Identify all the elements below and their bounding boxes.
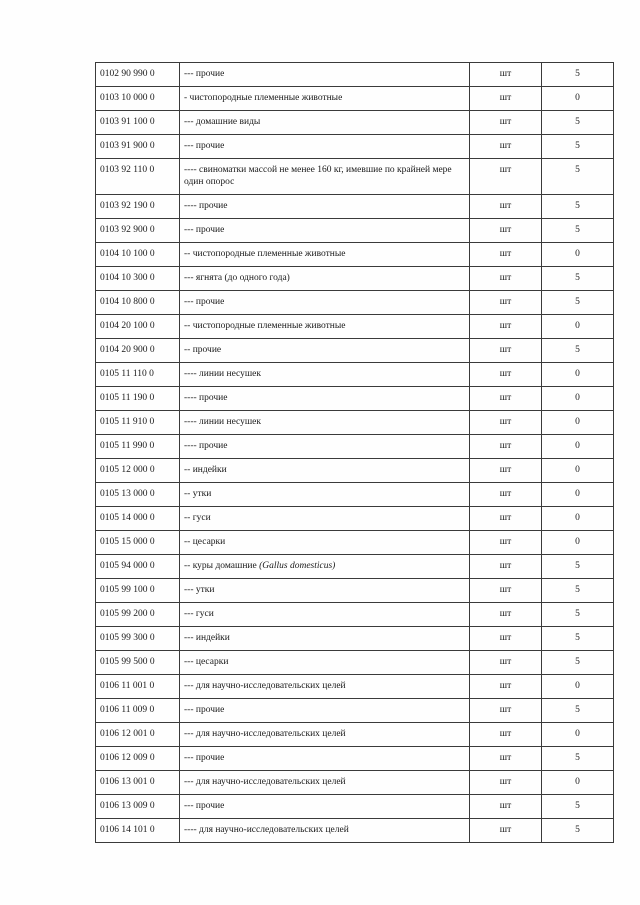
row-unit: шт	[470, 195, 542, 219]
row-description-text: --- гуси	[184, 609, 214, 619]
row-value: 0	[542, 723, 614, 747]
row-code: 0103 91 900 0	[96, 135, 180, 159]
table-row	[96, 159, 614, 195]
row-value: 0	[542, 507, 614, 531]
row-value: 0	[542, 87, 614, 111]
table-row	[96, 747, 614, 771]
row-description	[180, 771, 470, 795]
row-value: 5	[542, 291, 614, 315]
row-value: 0	[542, 243, 614, 267]
row-code: 0105 12 000 0	[96, 459, 180, 483]
row-unit: шт	[470, 387, 542, 411]
table-row	[96, 291, 614, 315]
table-row	[96, 651, 614, 675]
row-unit: шт	[470, 651, 542, 675]
table-row	[96, 411, 614, 435]
row-description	[180, 675, 470, 699]
row-description-text: -- прочие	[184, 345, 222, 355]
row-unit: шт	[470, 747, 542, 771]
table-row	[96, 87, 614, 111]
row-description	[180, 387, 470, 411]
row-value: 5	[542, 219, 614, 243]
row-description-text: -- куры домашние	[184, 561, 257, 571]
table-row	[96, 723, 614, 747]
table-row	[96, 363, 614, 387]
row-description	[180, 627, 470, 651]
row-value: 0	[542, 435, 614, 459]
row-unit: шт	[470, 795, 542, 819]
row-unit: шт	[470, 63, 542, 87]
row-code: 0106 14 101 0	[96, 819, 180, 843]
row-description-text: ---- для научно-исследовательских целей	[184, 825, 349, 835]
row-description-text: --- прочие	[184, 225, 225, 235]
row-code: 0104 10 800 0	[96, 291, 180, 315]
row-unit: шт	[470, 159, 542, 195]
row-code: 0105 99 500 0	[96, 651, 180, 675]
row-code: 0105 99 100 0	[96, 579, 180, 603]
row-description-text: --- ягнята (до одного года)	[184, 273, 290, 283]
table-row	[96, 339, 614, 363]
row-value: 5	[542, 267, 614, 291]
row-value: 0	[542, 411, 614, 435]
row-description	[180, 159, 470, 195]
table-row	[96, 819, 614, 843]
row-unit: шт	[470, 111, 542, 135]
row-description	[180, 87, 470, 111]
row-unit: шт	[470, 363, 542, 387]
table-row	[96, 555, 614, 579]
row-description-text: --- прочие	[184, 297, 225, 307]
row-unit: шт	[470, 507, 542, 531]
row-code: 0105 15 000 0	[96, 531, 180, 555]
row-value: 5	[542, 627, 614, 651]
row-unit: шт	[470, 219, 542, 243]
row-unit: шт	[470, 699, 542, 723]
row-code: 0106 13 009 0	[96, 795, 180, 819]
row-code: 0103 92 900 0	[96, 219, 180, 243]
row-description	[180, 579, 470, 603]
row-description-text: ---- свиноматки массой не менее 160 кг, имевшие по крайней мере один опорос	[184, 165, 452, 187]
row-unit: шт	[470, 459, 542, 483]
row-unit: шт	[470, 243, 542, 267]
row-unit: шт	[470, 315, 542, 339]
row-value: 0	[542, 459, 614, 483]
row-unit: шт	[470, 627, 542, 651]
row-code: 0102 90 990 0	[96, 63, 180, 87]
row-description-text: -- чистопородные племенные животные	[184, 321, 346, 331]
row-description-text: -- утки	[184, 489, 212, 499]
row-description-text: --- прочие	[184, 753, 225, 763]
row-code: 0104 10 300 0	[96, 267, 180, 291]
row-code: 0105 11 190 0	[96, 387, 180, 411]
row-value: 5	[542, 819, 614, 843]
row-code: 0104 20 100 0	[96, 315, 180, 339]
row-description	[180, 603, 470, 627]
table-row	[96, 243, 614, 267]
row-description-text: --- домашние виды	[184, 117, 261, 127]
table-row	[96, 219, 614, 243]
row-code: 0104 20 900 0	[96, 339, 180, 363]
row-description	[180, 219, 470, 243]
row-value: 5	[542, 159, 614, 195]
row-description-text: ---- прочие	[184, 393, 228, 403]
table-row	[96, 135, 614, 159]
row-code: 0106 12 009 0	[96, 747, 180, 771]
row-code: 0103 92 110 0	[96, 159, 180, 195]
row-code: 0106 13 001 0	[96, 771, 180, 795]
row-description	[180, 339, 470, 363]
tariff-table	[95, 62, 614, 843]
row-description	[180, 63, 470, 87]
tariff-table-body	[96, 63, 614, 843]
row-value: 5	[542, 795, 614, 819]
row-value: 0	[542, 315, 614, 339]
table-row	[96, 111, 614, 135]
row-description	[180, 651, 470, 675]
row-value: 5	[542, 579, 614, 603]
row-code: 0105 99 200 0	[96, 603, 180, 627]
row-unit: шт	[470, 87, 542, 111]
row-code: 0103 92 190 0	[96, 195, 180, 219]
row-description	[180, 411, 470, 435]
row-value: 5	[542, 699, 614, 723]
row-description	[180, 291, 470, 315]
row-value: 0	[542, 675, 614, 699]
row-description	[180, 747, 470, 771]
row-unit: шт	[470, 339, 542, 363]
row-code: 0105 99 300 0	[96, 627, 180, 651]
row-description-text: -- цесарки	[184, 537, 226, 547]
row-value: 0	[542, 771, 614, 795]
row-unit: шт	[470, 675, 542, 699]
table-row	[96, 531, 614, 555]
row-description	[180, 483, 470, 507]
row-description	[180, 723, 470, 747]
row-code: 0105 11 110 0	[96, 363, 180, 387]
row-value: 0	[542, 483, 614, 507]
row-description-text: ---- прочие	[184, 441, 228, 451]
table-row	[96, 771, 614, 795]
row-description-text: --- прочие	[184, 69, 225, 79]
table-row	[96, 435, 614, 459]
row-value: 5	[542, 555, 614, 579]
row-description-text: - чистопородные племенные животные	[184, 93, 343, 103]
row-description-text: --- прочие	[184, 801, 225, 811]
row-description-text: --- утки	[184, 585, 215, 595]
row-description	[180, 435, 470, 459]
table-row	[96, 267, 614, 291]
row-code: 0104 10 100 0	[96, 243, 180, 267]
row-value: 5	[542, 339, 614, 363]
row-description	[180, 135, 470, 159]
row-description-text: --- для научно-исследовательских целей	[184, 681, 346, 691]
row-description-text: --- индейки	[184, 633, 230, 643]
row-value: 0	[542, 531, 614, 555]
table-row	[96, 459, 614, 483]
row-description	[180, 267, 470, 291]
row-description	[180, 459, 470, 483]
row-value: 5	[542, 603, 614, 627]
table-row	[96, 195, 614, 219]
row-unit: шт	[470, 771, 542, 795]
row-value: 5	[542, 135, 614, 159]
row-code: 0103 10 000 0	[96, 87, 180, 111]
row-unit: шт	[470, 135, 542, 159]
table-row	[96, 387, 614, 411]
table-row	[96, 507, 614, 531]
row-value: 5	[542, 195, 614, 219]
row-description	[180, 555, 470, 579]
row-description-text: --- прочие	[184, 705, 225, 715]
row-unit: шт	[470, 579, 542, 603]
row-code: 0106 11 001 0	[96, 675, 180, 699]
row-unit: шт	[470, 603, 542, 627]
row-unit: шт	[470, 411, 542, 435]
table-row	[96, 315, 614, 339]
row-description-text: ---- линии несушек	[184, 417, 262, 427]
row-value: 0	[542, 363, 614, 387]
row-description	[180, 795, 470, 819]
row-description-text: --- для научно-исследовательских целей	[184, 777, 346, 787]
row-code: 0105 11 910 0	[96, 411, 180, 435]
row-description-text: ---- линии несушек	[184, 369, 262, 379]
row-code: 0106 11 009 0	[96, 699, 180, 723]
row-unit: шт	[470, 819, 542, 843]
row-code: 0105 14 000 0	[96, 507, 180, 531]
row-value: 0	[542, 387, 614, 411]
row-description-text: -- чистопородные племенные животные	[184, 249, 346, 259]
row-description-text: --- прочие	[184, 141, 225, 151]
row-value: 5	[542, 747, 614, 771]
table-row	[96, 795, 614, 819]
row-code: 0105 94 000 0	[96, 555, 180, 579]
row-value: 5	[542, 63, 614, 87]
row-value: 5	[542, 111, 614, 135]
row-unit: шт	[470, 483, 542, 507]
row-code: 0106 12 001 0	[96, 723, 180, 747]
row-code: 0105 11 990 0	[96, 435, 180, 459]
row-code: 0103 91 100 0	[96, 111, 180, 135]
table-row	[96, 483, 614, 507]
row-description-text: -- гуси	[184, 513, 211, 523]
row-description-text: --- для научно-исследовательских целей	[184, 729, 346, 739]
row-description	[180, 195, 470, 219]
row-description-text: ---- прочие	[184, 201, 228, 211]
table-row	[96, 603, 614, 627]
row-unit: шт	[470, 555, 542, 579]
table-row	[96, 675, 614, 699]
row-description-latin-name: (Gallus domesticus)	[259, 561, 336, 571]
table-row	[96, 579, 614, 603]
row-description-text: -- индейки	[184, 465, 227, 475]
row-description	[180, 315, 470, 339]
row-description	[180, 531, 470, 555]
row-unit: шт	[470, 267, 542, 291]
row-description	[180, 699, 470, 723]
row-unit: шт	[470, 723, 542, 747]
row-description	[180, 507, 470, 531]
row-description	[180, 363, 470, 387]
row-description	[180, 243, 470, 267]
row-unit: шт	[470, 435, 542, 459]
row-unit: шт	[470, 531, 542, 555]
row-code: 0105 13 000 0	[96, 483, 180, 507]
table-row	[96, 63, 614, 87]
table-row	[96, 627, 614, 651]
row-description-text: --- цесарки	[184, 657, 229, 667]
row-description	[180, 111, 470, 135]
row-unit: шт	[470, 291, 542, 315]
row-description	[180, 819, 470, 843]
row-value: 5	[542, 651, 614, 675]
table-row	[96, 699, 614, 723]
